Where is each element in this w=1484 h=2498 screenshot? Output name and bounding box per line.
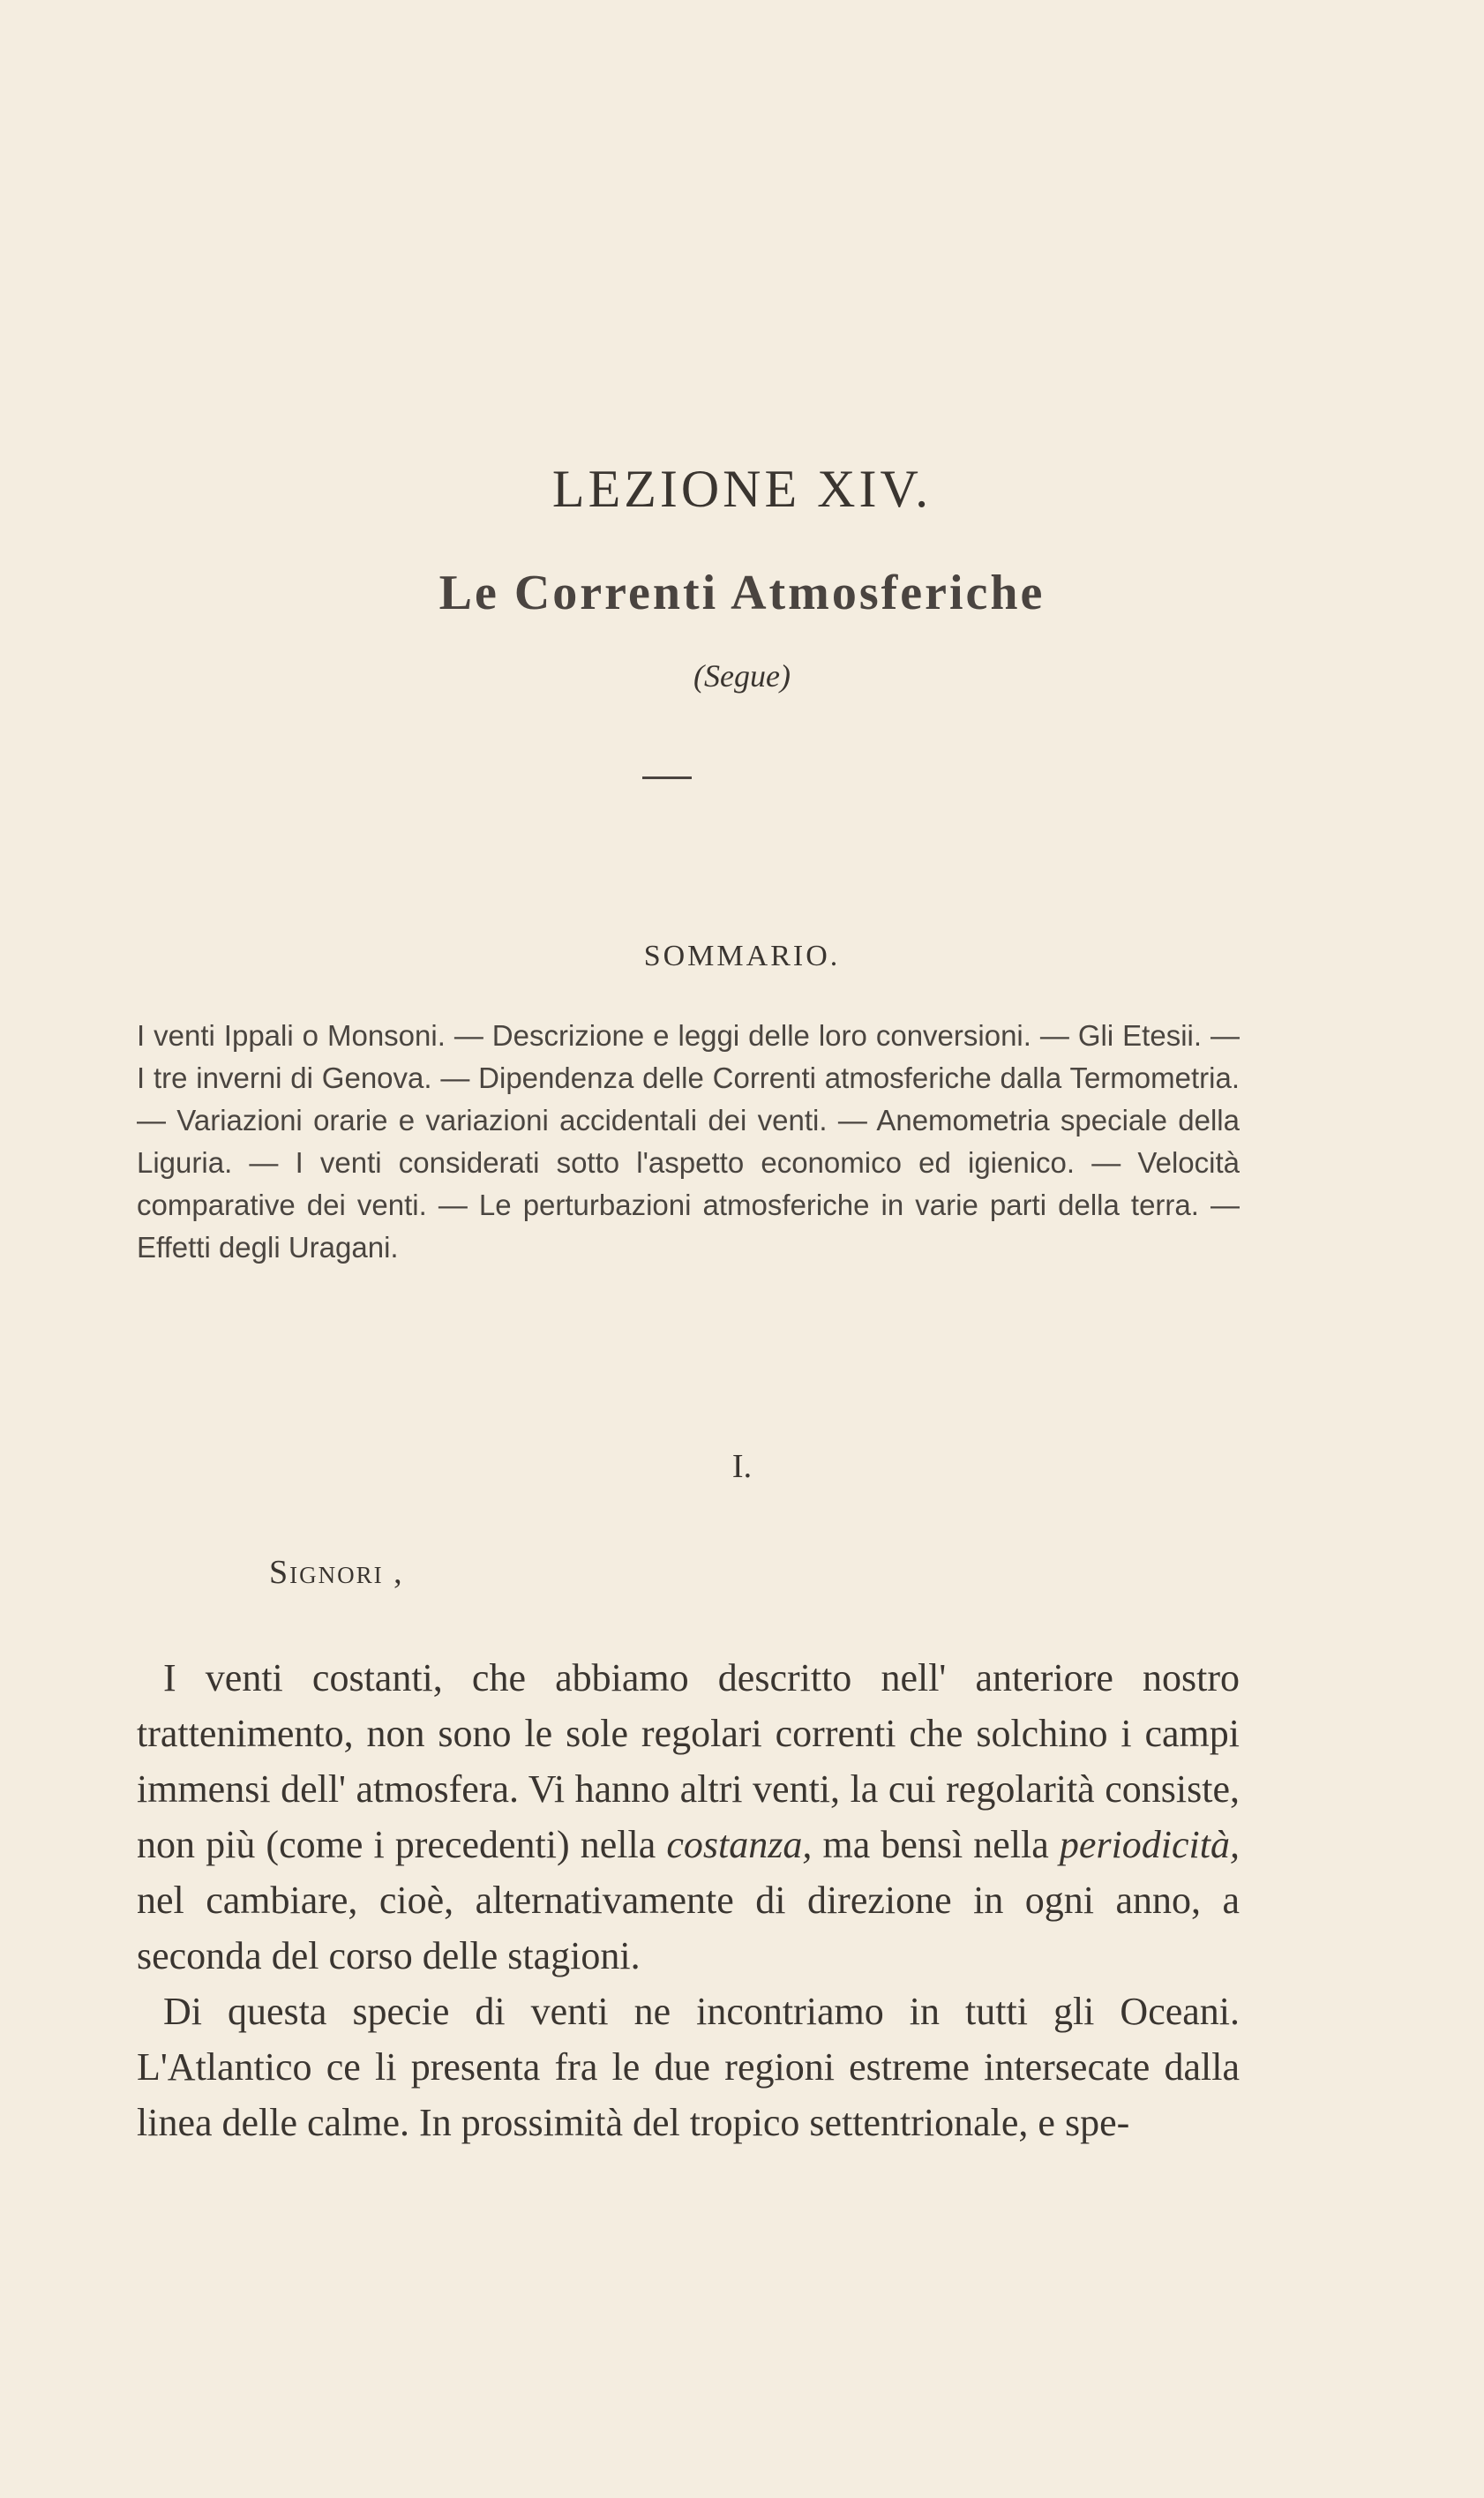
continued-label: (Segue) [693, 658, 791, 694]
lesson-title: LEZIONE XIV. [551, 460, 933, 518]
section-divider [642, 776, 692, 779]
paragraph-1-part-2: ma bensì nella [812, 1823, 1060, 1866]
body-text [137, 1650, 1240, 2150]
paragraph-2: Di questa specie di venti ne incontriamo in tutti gli Oceani. L'Atlantico ce li presenta fra le due regioni estreme intersecate dalla linea delle calme. In prossimità del tropico settentrionale, e spe- [137, 1990, 1240, 2144]
section-number: I. [731, 1448, 753, 1485]
summary-text: I venti Ippali o Monsoni. — Descrizione e leggi delle loro conversioni. — Gli Etesii. — I tre inverni di Genova. — Dipendenza delle Correnti atmosferiche dalla Termometria. — Variazioni orarie e variazioni accidentali dei venti. — Anemometria speciale della Liguria. — I venti considerati sotto l'aspetto economico ed igienico. — Velocità comparative dei venti. — Le perturbazioni atmosferiche in varie parti della terra. — Effetti degli Uragani. [137, 1019, 1240, 1264]
subject-title: Le Correnti Atmosferiche [438, 566, 1046, 620]
salutation: Signori , [269, 1554, 404, 1591]
paragraph-1-part-3: nel cambiare, cioè, alternativamente di direzione in ogni anno, a seconda del corso delle stagioni. [137, 1879, 1240, 1977]
emphasis-costanza: costanza, [666, 1823, 813, 1866]
emphasis-periodicita: periodicità, [1059, 1823, 1240, 1866]
paragraph-1-part-1: I venti costanti, che abbiamo descritto nell' anteriore nostro trattenimento, non sono le sole regolari correnti che solchino i campi immensi dell' atmosfera. Vi hanno altri venti, la cui regolarità consiste, non più (come i precedenti) nella [137, 1656, 1240, 1866]
paragraph-1 [137, 1650, 1240, 1984]
summary-heading: SOMMARIO. [643, 940, 841, 972]
